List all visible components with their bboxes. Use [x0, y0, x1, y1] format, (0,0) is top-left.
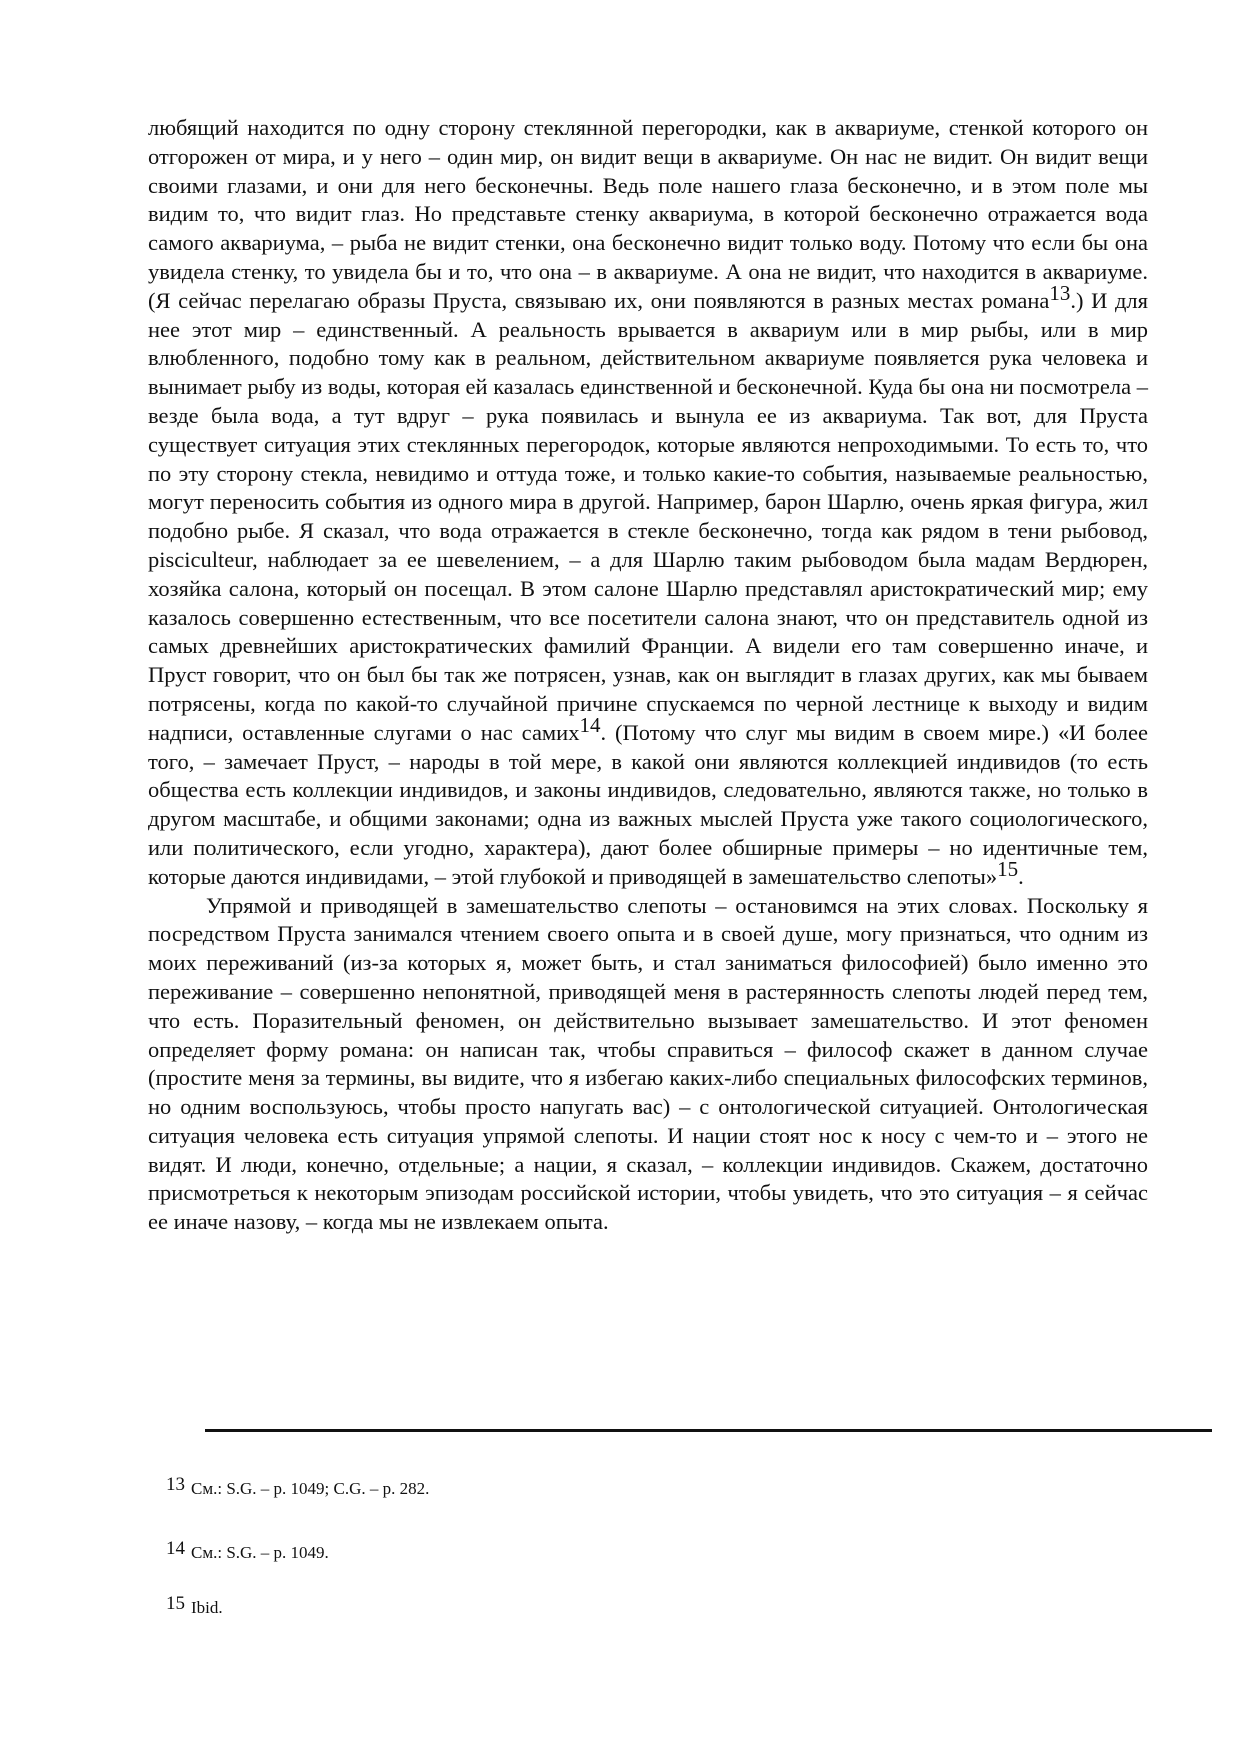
- body-text: [148, 114, 1148, 1237]
- footnote-13: [166, 1474, 430, 1500]
- footnote-15: [166, 1593, 223, 1619]
- footnote-ref-15[interactable]: 15: [997, 856, 1019, 881]
- footnote-ref-14[interactable]: 14: [579, 712, 601, 737]
- footnote-divider: [205, 1429, 1212, 1432]
- paragraph-1: [148, 114, 1148, 892]
- footnote-13-text: См.: S.G. – p. 1049; C.G. – p. 282.: [191, 1479, 430, 1498]
- footnote-13-number: 13: [166, 1474, 185, 1495]
- footnote-14-text: См.: S.G. – p. 1049.: [191, 1543, 329, 1562]
- footnote-15-number: 15: [166, 1593, 185, 1614]
- paragraph-2: Упрямой и приводящей в замешательство слепоты – остановимся на этих словах. Поскольку я посредством Пруста занимался чтением своего опыта и в своей душе, могу признаться, что одним из моих переживаний (из-за которых я, может быть, и стал заниматься философией) было именно это переживание – совершенно непонятной, приводящей меня в растерянность слепоты людей перед тем, что есть. Поразительный феномен, он действительно вызывает замешательство. И этот феномен определяет форму романа: он написан так, чтобы справиться – философ скажет в данном случае (простите меня за термины, вы видите, что я избегаю каких-либо специальных философских терминов, но одним воспользуюсь, чтобы просто напугать вас) – с онтологической ситуацией. Онтологическая ситуация человека есть ситуация упрямой слепоты. И нации стоят нос к носу с чем-то и – этого не видят. И люди, конечно, отдельные; а нации, я сказал, – коллекции индивидов. Скажем, достаточно присмотреться к некоторым эпизодам российской истории, чтобы увидеть, что это ситуация – я сейчас ее иначе назову, – когда мы не извлекаем опыта.: [148, 892, 1148, 1235]
- paragraph-1-part-b: .) И для нее этот мир – единственный. А реальность врывается в аквариум или в мир рыбы, или в мир влюбленного, подобно тому как в реальном, действительном аквариуме появляется рука человека и вынимает рыбу из воды, которая ей казалась единственной и бесконечной. Куда бы она ни посмотрела – везде была вода, а тут вдруг – рука появилась и вынула ее из аквариума. Так вот, для Пруста существует ситуация этих стеклянных перегородок, которые являются непроходимыми. То есть то, что по эту сторону стекла, невидимо и оттуда тоже, и только какие-то события, называемые реальностью, могут переносить события из одного мира в другой. Например, барон Шарлю, очень яркая фигура, жил подобно рыбе. Я сказал, что вода отражается в стекле бесконечно, тогда как рядом в тени рыбовод, pisciculteur, наблюдает за ее шевелением, – а для Шарлю таким рыбоводом была мадам Вердюрен, хозяйка салона, который он посещал. В этом салоне Шарлю представлял аристократический мир; ему казалось совершенно естественным, что все посетители салона знают, что он представитель одной из самых древнейших аристократических фамилий Франции. А видели его там совершенно иначе, и Пруст говорит, что он был бы так же потрясен, узнав, как он выглядит в глазах других, как мы бываем потрясены, когда по какой-то случайной причине спускаемся по черной лестнице к выходу и видим надписи, оставленные слугами о нас самих: [148, 287, 1148, 745]
- footnote-ref-13[interactable]: 13: [1049, 280, 1071, 305]
- footnote-15-text: Ibid.: [191, 1598, 223, 1617]
- paragraph-1-part-a: любящий находится по одну сторону стеклянной перегородки, как в аквариуме, стенкой которого он отгорожен от мира, и у него – один мир, он видит вещи в аквариуме. Он нас не видит. Он видит вещи своими глазами, и они для него бесконечны. Ведь поле нашего глаза бесконечно, и в этом поле мы видим то, что видит глаз. Но представьте стенку аквариума, в которой бесконечно отражается вода самого аквариума, – рыба не видит стенки, она бесконечно видит только воду. Потому что если бы она увидела стенку, то увидела бы и то, что она – в аквариуме. А она не видит, что находится в аквариуме. (Я сейчас перелагаю образы Пруста, связываю их, они появляются в разных местах романа: [148, 115, 1148, 313]
- paragraph-1-part-d: .: [1018, 863, 1024, 889]
- footnote-14: [166, 1538, 329, 1564]
- paragraph-1-part-c: . (Потому что слуг мы видим в своем мире.) «И более того, – замечает Пруст, – народы в той мере, в какой они являются коллекцией индивидов (то есть общества есть коллекции индивидов, и законы индивидов, следовательно, являются также, но только в другом масштабе, и общими законами; одна из важных мыслей Пруста уже такого социологического, или политического, если угодно, характера), дают более обширные примеры – но идентичные тем, которые даются индивидами, – этой глубокой и приводящей в замешательство слепоты»: [148, 719, 1148, 889]
- footnote-14-number: 14: [166, 1538, 185, 1559]
